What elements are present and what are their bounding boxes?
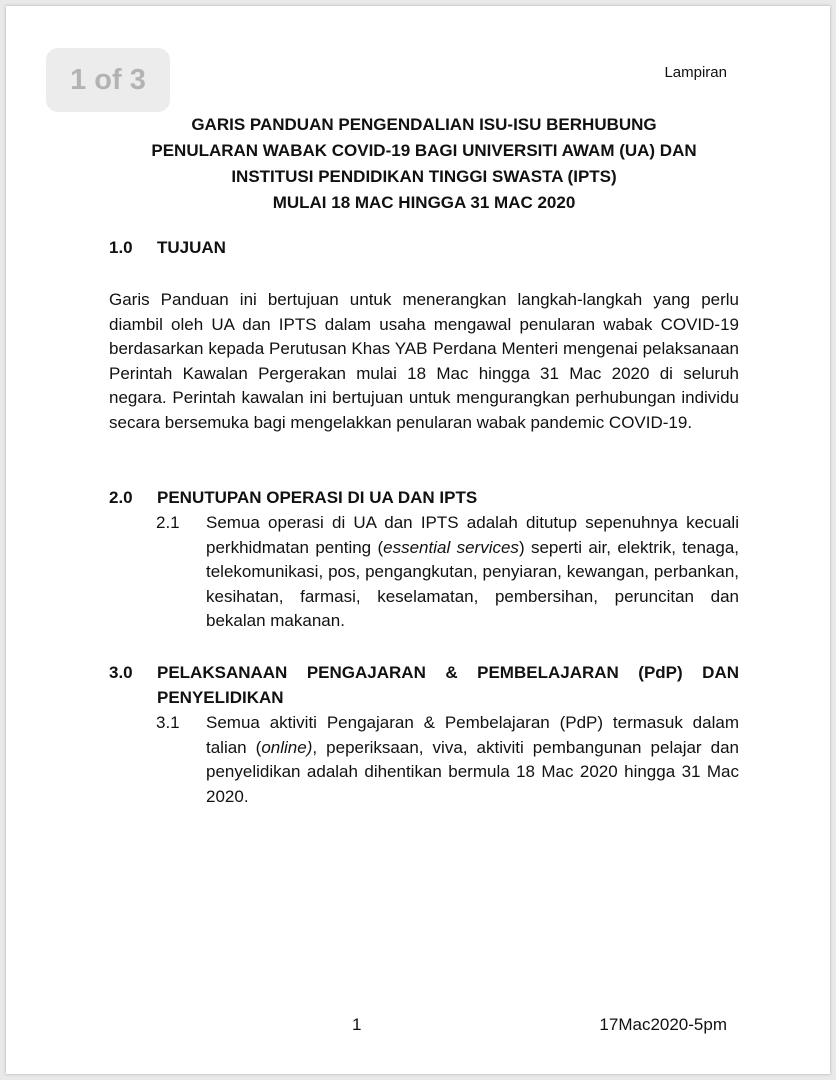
subsection-2-1 [156, 511, 739, 634]
subsection-text: Semua operasi di UA dan IPTS adalah ditutup sepenuhnya kecuali perkhidmatan penting (essential services) seperti air, elektrik, tenaga, telekomunikasi, pos, pengangkutan, penyiaran, kewangan, perbankan, kesihatan, farmasi, keselamatan, pembersihan, peruncitan dan bekalan makanan. [206, 513, 739, 630]
footer-date-stamp: 17Mac2020-5pm [599, 1015, 727, 1034]
italic-term: online) [261, 737, 313, 757]
section-title: PELAKSANAAN PENGAJARAN & PEMBELAJARAN (PdP) DAN PENYELIDIKAN [157, 663, 739, 707]
section-paragraph: Garis Panduan ini bertujuan untuk menerangkan langkah-langkah yang perlu diambil oleh UA dan IPTS dalam usaha mengawal penularan wabak COVID-19 berdasarkan kepada Perutusan Khas YAB Perdana Menteri mengenai pelaksanaan Perintah Kawalan Pergerakan mulai 18 Mac hingga 31 Mac 2020 di seluruh negara. Perintah kawalan ini bertujuan untuk mengurangkan perhubungan individu secara bersemuka bagi mengelakkan penularan wabak pandemic COVID-19. [109, 290, 739, 432]
section-title: PENUTUPAN OPERASI DI UA DAN IPTS [157, 488, 478, 507]
title-line: MULAI 18 MAC HINGGA 31 MAC 2020 [272, 193, 576, 212]
section-number: 2.0 [109, 488, 133, 507]
subsection-3-1 [156, 711, 739, 809]
section-number: 1.0 [109, 238, 133, 257]
title-line: GARIS PANDUAN PENGENDALIAN ISU-ISU BERHUBUNG [191, 115, 657, 134]
page-indicator-badge: 1 of 3 [46, 48, 170, 112]
section-title: TUJUAN [157, 238, 226, 257]
subsection-number: 3.1 [156, 713, 180, 732]
subsection-text: Semua aktiviti Pengajaran & Pembelajaran (PdP) termasuk dalam talian (online), peperiksaan, viva, aktiviti pembangunan pelajar dan penyelidikan adalah dihentikan bermula 18 Mac 2020 hingga 31 Mac 2020. [206, 713, 739, 806]
footer-page-number: 1 [352, 1015, 362, 1034]
attachment-label: Lampiran [664, 64, 727, 81]
title-line: INSTITUSI PENDIDIKAN TINGGI SWASTA (IPTS) [231, 167, 617, 186]
section-heading-penutupan [109, 485, 739, 510]
document-title [104, 112, 744, 216]
italic-term: essential services [383, 537, 519, 557]
title-line: PENULARAN WABAK COVID-19 BAGI UNIVERSITI AWAM (UA) DAN [151, 141, 697, 160]
document-page [6, 6, 830, 1074]
subsection-number: 2.1 [156, 513, 180, 532]
section-number: 3.0 [109, 663, 133, 682]
section-heading-tujuan [109, 235, 739, 260]
section-heading-pelaksanaan [109, 660, 739, 710]
